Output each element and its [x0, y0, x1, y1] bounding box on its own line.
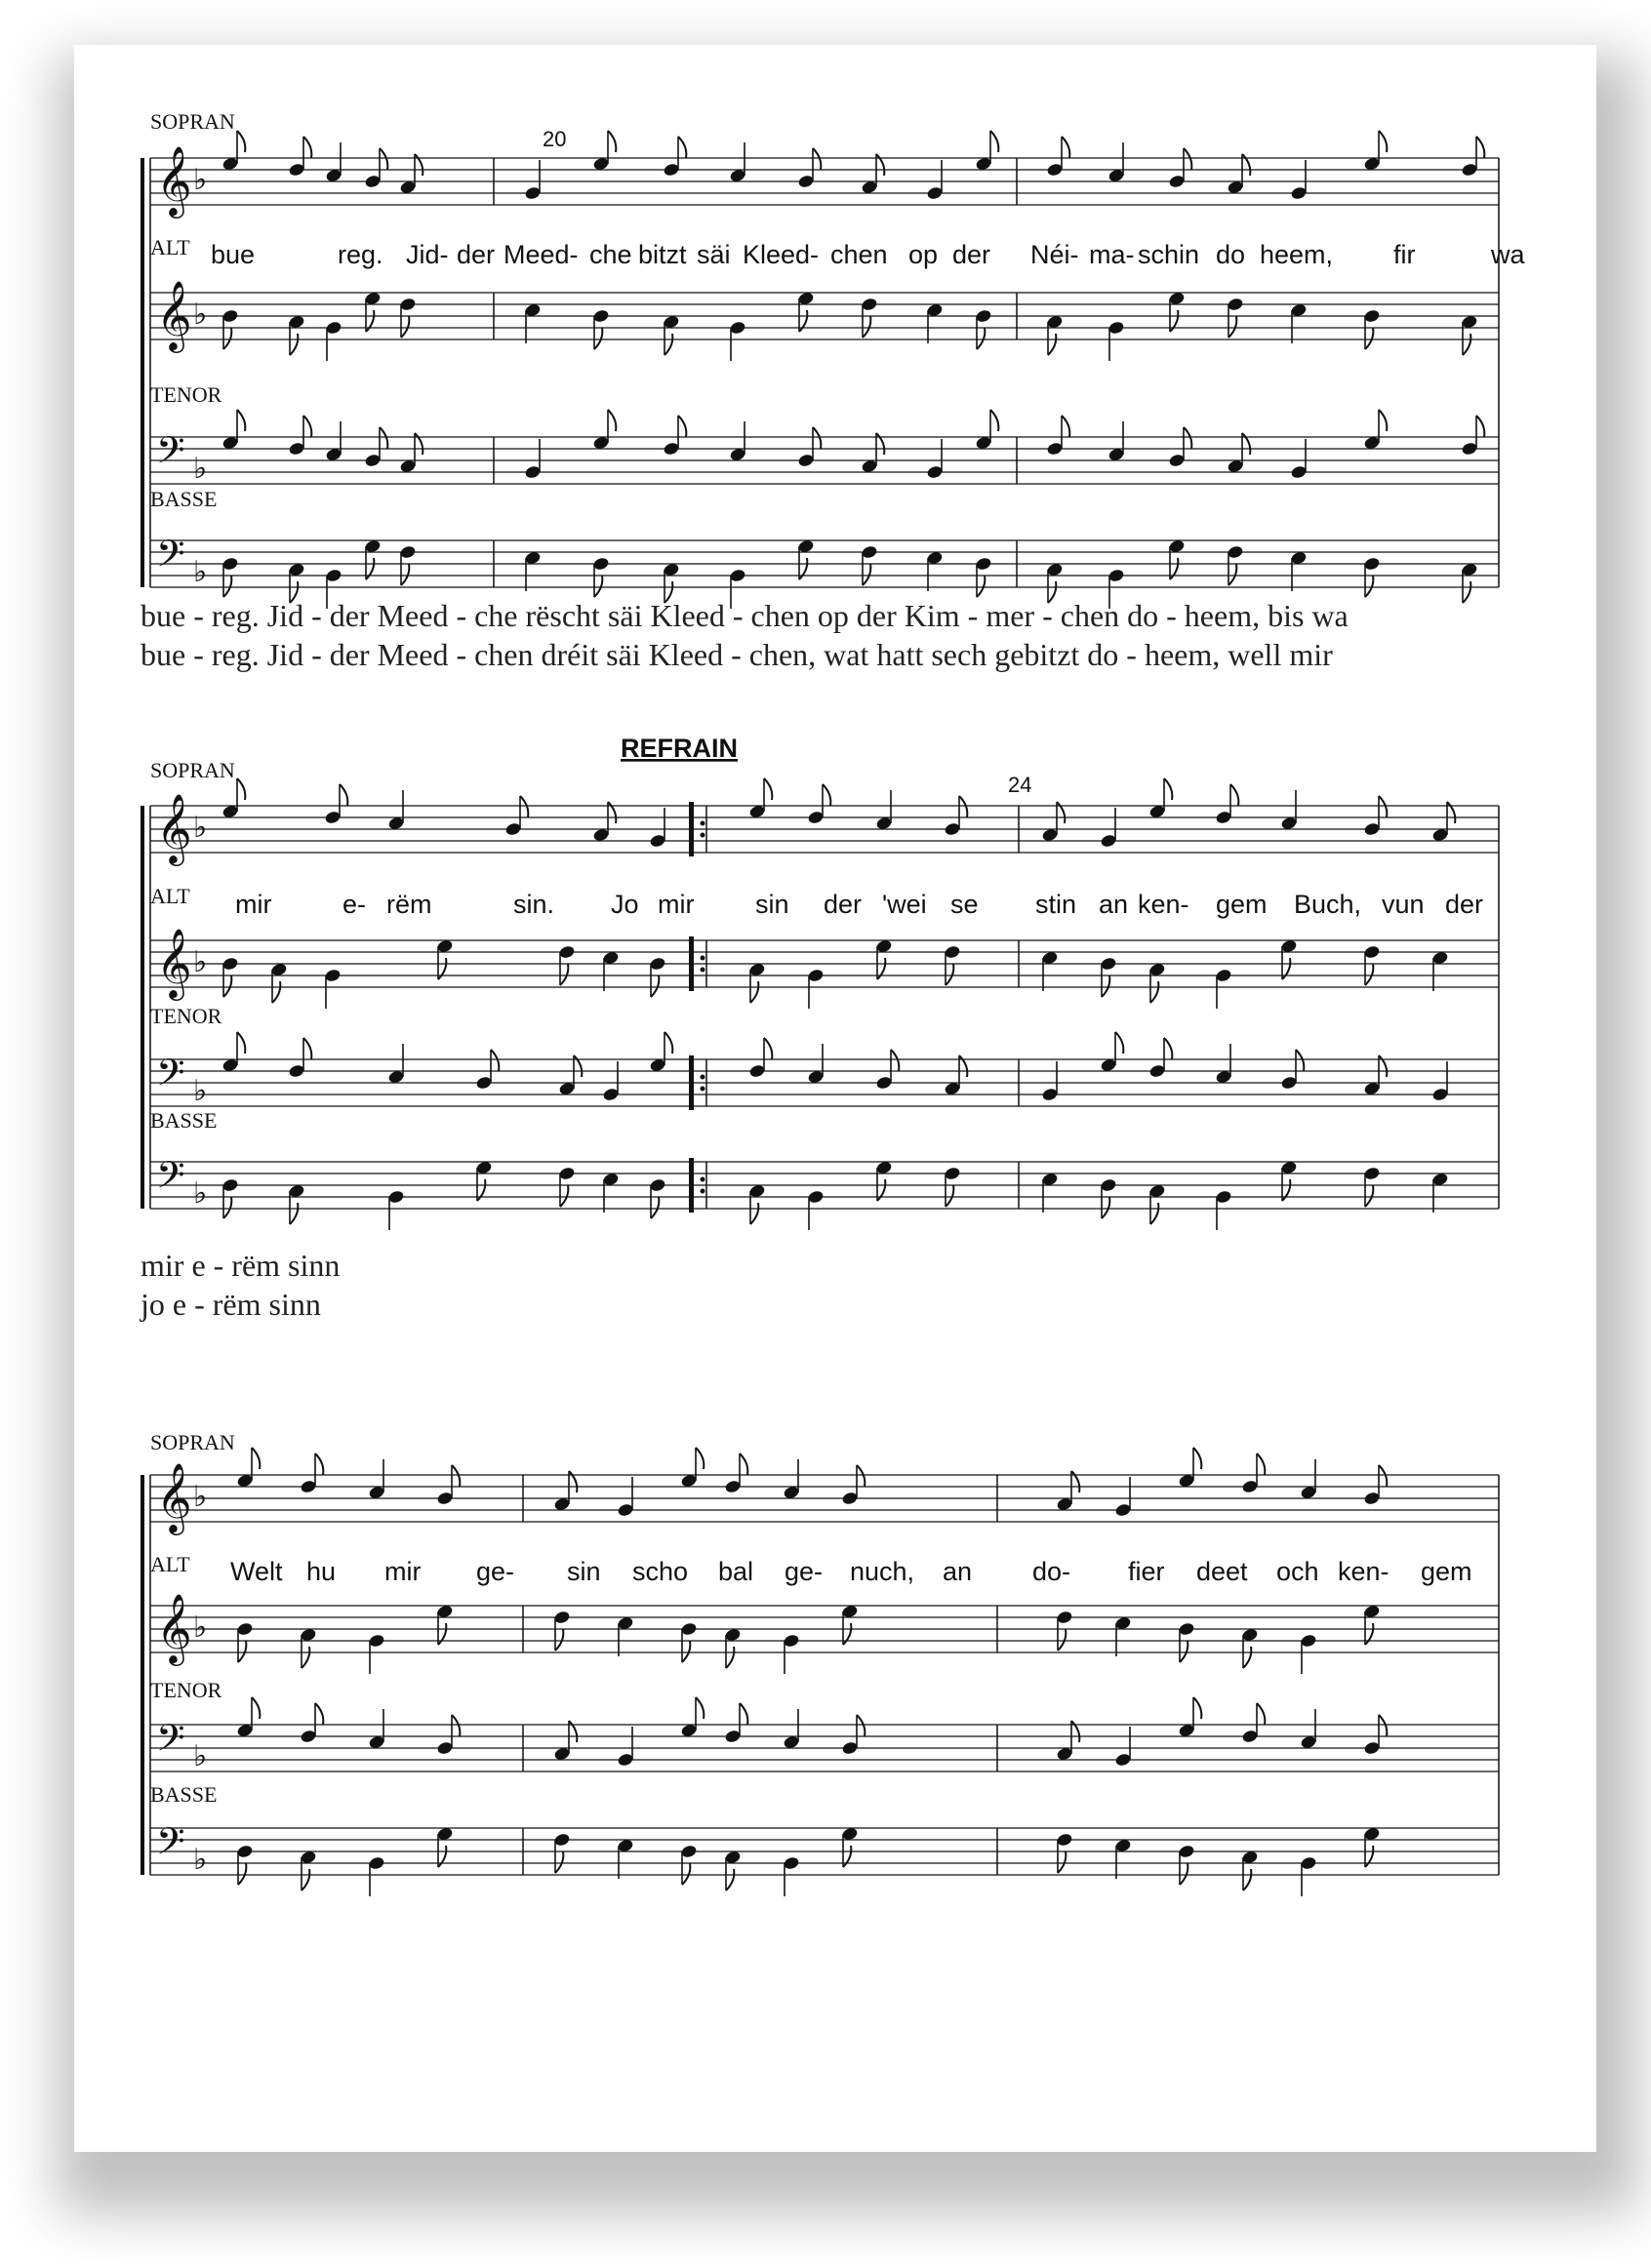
note-flag: [290, 334, 298, 355]
system-1-alt-lyrics: [211, 240, 1525, 269]
note-flag: [1257, 1453, 1265, 1475]
note-flag: [740, 1453, 747, 1475]
score-svg: [74, 45, 1596, 2152]
note-flag: [438, 958, 446, 979]
system-3: [141, 1430, 1499, 1896]
flat-icon: ♭: [193, 1739, 208, 1773]
flat-icon: ♭: [193, 945, 208, 979]
lyric-word: Jo: [611, 890, 639, 919]
treble-clef-icon: 𝄞: [156, 927, 192, 998]
note-flag: [238, 1863, 246, 1885]
note-flag: [959, 1055, 967, 1077]
lyric-word: hu: [306, 1557, 337, 1586]
lyric-word: scho: [632, 1557, 689, 1586]
note-flag: [990, 410, 998, 431]
note-flag: [678, 416, 686, 437]
repeat-dot: [701, 833, 705, 838]
bass-clef-icon: 𝄢: [156, 1153, 185, 1206]
note-flag: [682, 1863, 690, 1885]
note-flag: [1476, 137, 1484, 158]
lyric-word: fir: [1393, 240, 1416, 269]
note-flag: [315, 1703, 323, 1725]
note-flag: [1164, 1038, 1172, 1059]
label-basse: BASSE: [150, 1108, 218, 1133]
system-2: [140, 734, 1499, 1322]
note-flag: [223, 1197, 231, 1218]
note-flag: [946, 1185, 953, 1207]
note-flag: [863, 316, 870, 338]
lyric-word: stin: [1035, 890, 1077, 919]
lyric-word: och: [1276, 1557, 1319, 1586]
flat-icon: ♭: [193, 811, 208, 845]
note-flag: [876, 433, 884, 455]
note-flag: [1150, 981, 1158, 1003]
note-flag: [1463, 581, 1470, 603]
repeat-dot: [701, 1087, 705, 1092]
lyric-word: se: [950, 890, 979, 919]
flat-icon: ♭: [193, 452, 208, 486]
note-flag: [1243, 1647, 1251, 1668]
note-flag: [1058, 1629, 1066, 1651]
note-flag: [664, 1032, 672, 1054]
note-flag: [238, 1641, 246, 1662]
lyric-word: ma-: [1089, 240, 1135, 269]
note-flag: [555, 1851, 563, 1873]
note-flag: [303, 137, 311, 158]
note-flag: [682, 1641, 690, 1662]
note-flag: [1365, 328, 1373, 349]
lyric-word: ken-: [1338, 1557, 1389, 1586]
lyric-word: che: [589, 240, 632, 269]
note-flag: [608, 131, 616, 152]
lyric-word: mir: [384, 1557, 422, 1586]
verse-line: bue - reg. Jid - der Meed - chen dréit säi Kleed - chen, wat hatt sech gebitzt do - heem, well mir: [141, 637, 1333, 672]
note-flag: [340, 784, 347, 806]
note-flag: [520, 796, 528, 817]
note-flag: [750, 981, 758, 1003]
note-flag: [560, 1185, 568, 1207]
note-flag: [1282, 1179, 1290, 1201]
lyric-word: der: [824, 890, 863, 919]
note-flag: [608, 802, 616, 823]
note-flag: [1379, 1465, 1387, 1487]
note-flag: [857, 1465, 865, 1487]
lyric-word: säi: [697, 240, 731, 269]
note-flag: [401, 316, 409, 338]
note-flag: [1257, 1703, 1265, 1725]
system-3-alt-lyrics: [230, 1557, 1472, 1586]
note-flag: [843, 1623, 851, 1645]
system-bracket: [141, 1475, 144, 1875]
note-flag: [1057, 802, 1065, 823]
note-flag: [1463, 334, 1470, 355]
lyric-word: vun: [1382, 890, 1425, 919]
note-flag: [1242, 154, 1250, 176]
note-flag: [569, 1721, 577, 1742]
note-flag: [302, 1869, 309, 1890]
note-flag: [1242, 433, 1250, 455]
note-flag: [1365, 1185, 1373, 1207]
lyric-word: mir: [658, 890, 695, 919]
lyric-word: bal: [718, 1557, 754, 1586]
note-flag: [315, 1453, 323, 1475]
lyric-word: gem: [1216, 890, 1268, 919]
note-flag: [1365, 964, 1373, 985]
repeat-barline: [689, 1158, 694, 1213]
note-flag: [452, 1715, 460, 1736]
score-page: [74, 45, 1596, 2152]
label-tenor: TENOR: [150, 382, 222, 407]
note-flag: [1193, 1697, 1201, 1719]
note-flag: [1365, 1846, 1373, 1867]
lyric-word: nuch,: [850, 1557, 915, 1586]
note-flag: [1447, 802, 1455, 823]
lyric-word: Welt: [230, 1557, 283, 1586]
flat-icon: ♭: [193, 1611, 208, 1645]
repeat-dot: [701, 1189, 705, 1194]
note-flag: [366, 558, 374, 579]
label-tenor: TENOR: [150, 1678, 222, 1702]
note-flag: [594, 576, 602, 597]
system-1: [141, 109, 1525, 672]
note-flag: [1180, 1641, 1188, 1662]
note-flag: [438, 1846, 446, 1867]
lyric-word: e-: [342, 890, 367, 919]
note-flag: [252, 1448, 260, 1469]
lyric-word: an: [943, 1557, 973, 1586]
flat-icon: ♭: [193, 298, 208, 332]
note-flag: [891, 1050, 899, 1071]
treble-clef-icon: 𝄞: [156, 279, 192, 350]
system-3-staves: [141, 1448, 1499, 1896]
repeat-barline: [689, 802, 694, 856]
note-flag: [401, 564, 409, 585]
note-flag: [1476, 416, 1484, 437]
note-flag: [608, 410, 616, 431]
verse-line: jo e - rëm sinn: [141, 1287, 321, 1322]
lyric-word: Meed-: [503, 240, 579, 269]
note-flag: [415, 154, 423, 176]
note-flag: [651, 975, 659, 997]
note-flag: [303, 416, 311, 437]
note-flag: [380, 427, 387, 449]
note-flag: [555, 1629, 563, 1651]
lyric-word: deet: [1196, 1557, 1248, 1586]
lyric-word: rëm: [386, 890, 432, 919]
note-flag: [877, 958, 885, 979]
note-flag: [1243, 1869, 1251, 1890]
lyric-word: reg.: [338, 240, 383, 269]
note-flag: [1184, 427, 1191, 449]
note-flag: [1115, 1032, 1123, 1054]
note-flag: [696, 1448, 704, 1469]
note-flag: [1230, 784, 1238, 806]
note-flag: [1379, 131, 1387, 152]
note-flag: [1379, 796, 1387, 817]
lyric-word: sin.: [513, 890, 555, 919]
note-flag: [1170, 310, 1178, 332]
note-flag: [1150, 1203, 1158, 1224]
note-flag: [237, 410, 245, 431]
label-tenor: TENOR: [150, 1004, 222, 1028]
note-flag: [813, 148, 821, 170]
note-flag: [237, 778, 245, 800]
bass-clef-icon: 𝄢: [156, 1716, 185, 1769]
verse-line: bue - reg. Jid - der Meed - che rëscht säi Kleed - chen op der Kim - mer - chen do - heem, bis wa: [141, 598, 1349, 633]
label-alt: ALT: [150, 235, 190, 259]
note-flag: [764, 778, 772, 800]
lyric-word: ge-: [476, 1557, 515, 1586]
note-flag: [799, 558, 807, 579]
note-flag: [237, 1032, 245, 1054]
note-flag: [1228, 564, 1236, 585]
note-flag: [1071, 1471, 1079, 1492]
note-flag: [977, 576, 985, 597]
note-flag: [863, 564, 870, 585]
lyric-word: bitzt: [638, 240, 687, 269]
repeat-dot: [701, 968, 705, 973]
note-flag: [1102, 975, 1109, 997]
note-flag: [223, 328, 231, 349]
lyric-word: fier: [1128, 1557, 1165, 1586]
lyric-word: sin: [755, 890, 789, 919]
note-flag: [1365, 576, 1373, 597]
lyric-word: der: [952, 240, 991, 269]
label-sopran: SOPRAN: [150, 109, 235, 134]
note-flag: [272, 981, 280, 1003]
note-flag: [438, 1623, 446, 1645]
bass-clef-icon: 𝄢: [156, 532, 185, 584]
note-flag: [1228, 316, 1236, 338]
lyric-word: do: [1216, 240, 1246, 269]
note-flag: [223, 975, 231, 997]
system-bracket: [141, 158, 144, 587]
measure-number-20: 20: [543, 127, 567, 151]
note-flag: [569, 1471, 577, 1492]
note-flag: [1180, 1863, 1188, 1885]
measure-number-24: 24: [1008, 773, 1032, 797]
repeat-barline: [689, 1055, 694, 1110]
flat-icon: ♭: [193, 1176, 208, 1211]
note-flag: [1058, 1851, 1066, 1873]
lyric-word: heem,: [1260, 240, 1334, 269]
note-flag: [764, 1038, 772, 1059]
note-flag: [574, 1055, 582, 1077]
note-flag: [726, 1869, 734, 1890]
note-flag: [560, 964, 568, 985]
note-flag: [477, 1179, 485, 1201]
note-flag: [1184, 148, 1191, 170]
lyric-word: wa: [1491, 240, 1525, 269]
note-flag: [1062, 137, 1069, 158]
treble-clef-icon: 𝄞: [156, 1461, 192, 1532]
note-flag: [302, 1647, 309, 1668]
flat-icon: ♭: [193, 555, 208, 589]
note-flag: [1193, 1448, 1201, 1469]
bass-clef-icon: 𝄢: [156, 1819, 185, 1872]
refrain-title: REFRAIN: [621, 734, 738, 763]
lyric-word: gem: [1421, 1557, 1472, 1586]
note-flag: [1164, 778, 1172, 800]
system-bracket: [141, 806, 144, 1209]
treble-clef-icon: 𝄞: [156, 1592, 192, 1663]
lyric-word: ken-: [1138, 890, 1189, 919]
note-flag: [1071, 1721, 1079, 1742]
lyric-word: mir: [235, 890, 272, 919]
flat-icon: ♭: [193, 1843, 208, 1877]
note-flag: [1379, 1055, 1387, 1077]
note-flag: [380, 148, 387, 170]
lyric-word: ge-: [785, 1557, 824, 1586]
note-flag: [223, 576, 231, 597]
note-flag: [877, 1179, 885, 1201]
flat-icon: ♭: [193, 1480, 208, 1514]
label-sopran: SOPRAN: [150, 758, 235, 782]
repeat-dot: [701, 956, 705, 961]
note-flag: [799, 310, 807, 332]
label-alt: ALT: [150, 1552, 190, 1576]
label-alt: ALT: [150, 884, 190, 908]
bass-clef-icon: 𝄢: [156, 1051, 185, 1103]
flat-icon: ♭: [193, 1074, 208, 1108]
repeat-barline: [689, 936, 694, 991]
label-sopran: SOPRAN: [150, 1430, 235, 1454]
repeat-dot: [701, 821, 705, 826]
note-flag: [823, 784, 830, 806]
note-flag: [452, 1465, 460, 1487]
note-flag: [1062, 416, 1069, 437]
system-2-staves: [141, 778, 1499, 1230]
repeat-dot: [701, 1177, 705, 1182]
lyric-word: Buch,: [1294, 890, 1362, 919]
note-flag: [959, 796, 967, 817]
lyric-word: schin: [1138, 240, 1200, 269]
label-basse: BASSE: [150, 487, 218, 511]
note-flag: [990, 131, 998, 152]
note-flag: [237, 131, 245, 152]
note-flag: [651, 1197, 659, 1218]
treble-clef-icon: 𝄞: [156, 144, 192, 216]
note-flag: [303, 1038, 311, 1059]
lyric-word: do-: [1032, 1557, 1071, 1586]
repeat-dot: [701, 1075, 705, 1080]
note-flag: [594, 328, 602, 349]
lyric-word: Jid-: [406, 240, 449, 269]
lyric-word: bue: [211, 240, 256, 269]
lyric-word: der: [457, 240, 496, 269]
note-flag: [678, 137, 686, 158]
lyric-word: op: [908, 240, 939, 269]
note-flag: [876, 154, 884, 176]
note-flag: [366, 310, 374, 332]
note-flag: [491, 1050, 499, 1071]
verse-line: mir e - rëm sinn: [141, 1248, 341, 1283]
lyric-word: chen: [830, 240, 888, 269]
bass-clef-icon: 𝄢: [156, 428, 185, 481]
note-flag: [1379, 1715, 1387, 1736]
system-2-alt-lyrics: [235, 890, 1483, 919]
note-flag: [415, 433, 423, 455]
lyric-word: sin: [567, 1557, 601, 1586]
note-flag: [664, 334, 672, 355]
lyric-word: der: [1445, 890, 1484, 919]
note-flag: [1048, 334, 1056, 355]
label-basse: BASSE: [150, 1782, 218, 1807]
lyric-word: an: [1099, 890, 1129, 919]
note-flag: [843, 1846, 851, 1867]
note-flag: [696, 1697, 704, 1719]
note-flag: [750, 1203, 758, 1224]
note-flag: [1102, 1197, 1109, 1218]
flat-icon: ♭: [193, 163, 208, 197]
lyric-word: Néi-: [1030, 240, 1079, 269]
note-flag: [857, 1715, 865, 1736]
note-flag: [977, 328, 985, 349]
treble-clef-icon: 𝄞: [156, 792, 192, 863]
lyric-word: Kleed-: [743, 240, 820, 269]
note-flag: [290, 1203, 298, 1224]
system-1-staves: [141, 131, 1499, 609]
note-flag: [740, 1703, 747, 1725]
note-flag: [1379, 410, 1387, 431]
note-flag: [252, 1697, 260, 1719]
note-flag: [813, 427, 821, 449]
note-flag: [1282, 958, 1290, 979]
note-flag: [1170, 558, 1178, 579]
note-flag: [946, 964, 953, 985]
note-flag: [726, 1647, 734, 1668]
note-flag: [1365, 1623, 1373, 1645]
lyric-word: 'wei: [882, 890, 927, 919]
note-flag: [1296, 1050, 1304, 1071]
